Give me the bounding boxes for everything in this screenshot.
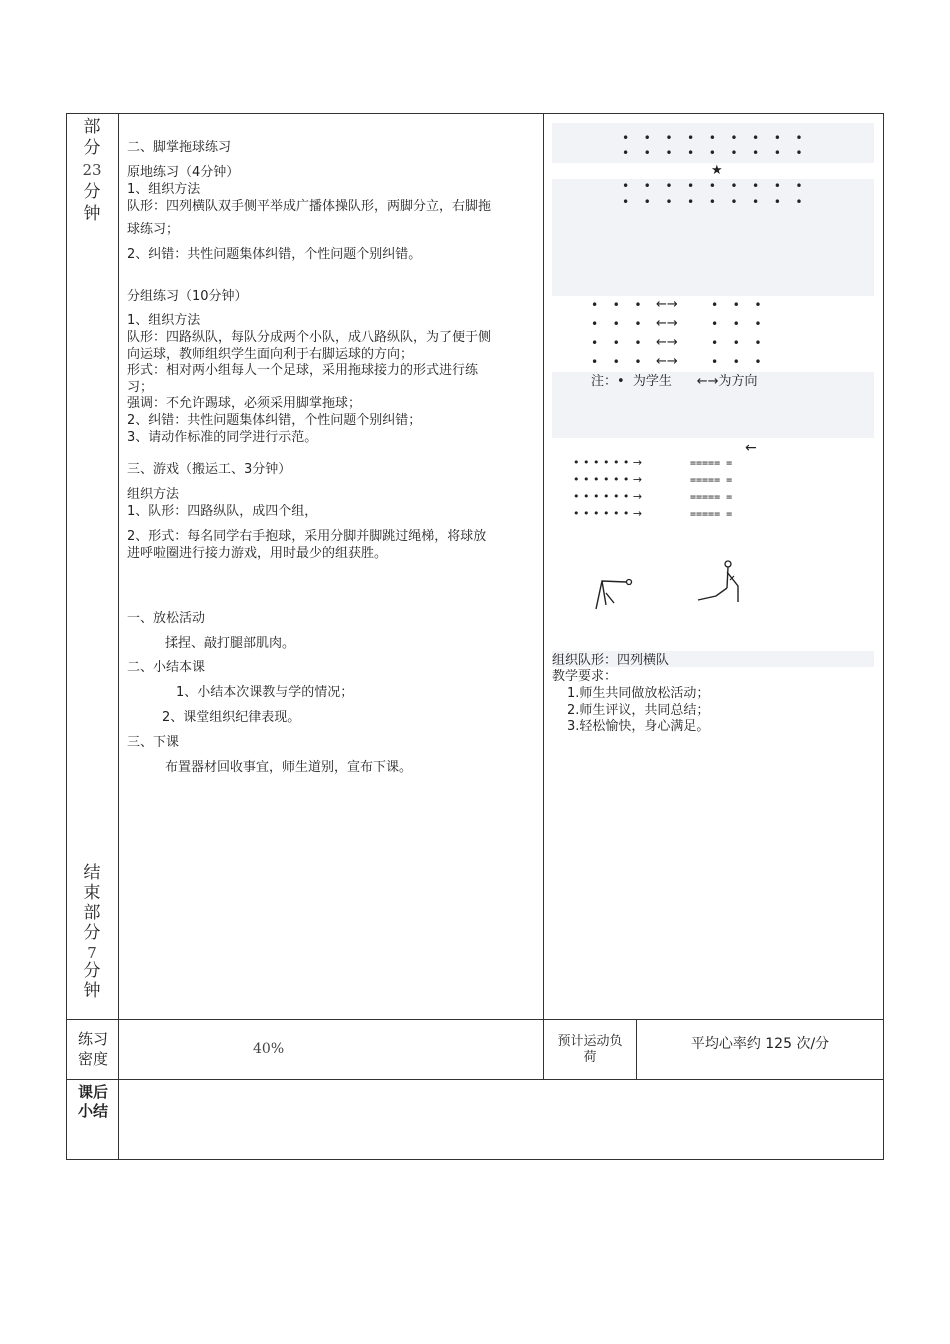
section-label-top-1: 部 xyxy=(83,117,101,137)
border-left xyxy=(66,113,67,1160)
requirement-item: 1.师生共同做放松活动； xyxy=(567,686,710,701)
text-line: 2、课堂组织纪律表现。 xyxy=(162,710,301,725)
heading-dismiss: 三、下课 xyxy=(127,735,180,750)
ladder: ===== = xyxy=(690,492,733,503)
text-line: 1、组织方法 xyxy=(127,182,201,197)
section-label-end-4: 分 xyxy=(83,923,101,943)
text-line: 队形：四路纵队，每队分成两个小队，成八路纵队，为了便于侧 xyxy=(127,330,492,345)
text-line: 组织方法 xyxy=(127,487,180,502)
text-line: 形式：相对两小组每人一个足球，采用拖球接力的形式进行练 xyxy=(127,363,479,378)
stretch-figure-icon xyxy=(592,575,636,613)
seated-figure-icon xyxy=(694,558,750,604)
diagram-note: 注：• 为学生 ←→为方向 xyxy=(591,374,758,389)
heading-relax: 一、放松活动 xyxy=(127,611,206,626)
section-minutes-top: 23 xyxy=(82,161,102,179)
group-left: • • • xyxy=(591,317,642,331)
section-unit-end-2: 钟 xyxy=(83,981,101,1001)
text-line: 3、请动作标准的同学进行示范。 xyxy=(127,430,318,445)
section-unit-top-1: 分 xyxy=(83,182,101,202)
section-unit-end-1: 分 xyxy=(83,961,101,981)
heading-summary: 二、小结本课 xyxy=(127,660,206,675)
density-label-2: 密度 xyxy=(77,1050,108,1068)
load-label-2: 荷 xyxy=(583,1050,597,1065)
relay-row: • • • • • • → xyxy=(573,490,643,503)
text-line: 1、队形：四路纵队，成四个组， xyxy=(127,504,318,519)
load-label-1: 预计运动负 xyxy=(557,1034,623,1049)
border-bottom xyxy=(66,1159,884,1160)
teacher-star-icon: ★ xyxy=(711,163,723,178)
requirement-item: 3.轻松愉快，身心满足。 xyxy=(567,719,710,734)
ladder: ===== = xyxy=(690,458,733,469)
formation-label: 组织队形：四列横队 xyxy=(552,653,670,668)
requirement-item: 2.师生评议，共同总结； xyxy=(567,703,710,718)
ladder: ===== = xyxy=(690,475,733,486)
text-line: 2、纠错：共性问题集体纠错，个性问题个别纠错。 xyxy=(127,247,422,262)
density-value: 40% xyxy=(253,1041,285,1057)
text-line: 进呼啦圈进行接力游戏，用时最少的组获胜。 xyxy=(127,546,388,561)
requirements-title: 教学要求： xyxy=(552,669,618,684)
text-line: 2、形式：每名同学右手抱球，采用分脚并脚跳过绳梯，将球放 xyxy=(127,529,487,544)
col-divider-1 xyxy=(118,113,119,1160)
section-label-end-3: 部 xyxy=(83,903,101,923)
text-line: 1、小结本次课教与学的情况； xyxy=(176,685,354,700)
heading-game: 三、游戏（搬运工、3分钟） xyxy=(127,462,292,477)
ladder: ===== = xyxy=(690,509,733,520)
text-line: 1、组织方法 xyxy=(127,313,201,328)
student-row: • • • • • • • • • xyxy=(622,146,803,160)
border-top xyxy=(66,113,884,114)
density-label-1: 练习 xyxy=(77,1030,108,1048)
summary-label-2: 小结 xyxy=(77,1102,108,1120)
sub-stationary-practice: 原地练习（4分钟） xyxy=(127,165,240,180)
text-line: 习； xyxy=(127,380,154,395)
heading-dribble-practice: 二、脚掌拖球练习 xyxy=(127,140,232,155)
group-right: • • • xyxy=(711,355,762,369)
load-value: 平均心率约 125 次/分 xyxy=(690,1036,830,1052)
section-minutes-end: 7 xyxy=(87,944,97,962)
section-label-end-1: 结 xyxy=(83,863,101,883)
student-row: • • • • • • • • • xyxy=(622,131,803,145)
text-line: 队形：四列横队双手侧平举成广播体操队形，两脚分立，右脚拖 xyxy=(127,199,492,214)
text-line: 2、纠错：共性问题集体纠错，个性问题个别纠错； xyxy=(127,413,422,428)
text-line: 球练习； xyxy=(127,222,180,237)
direction-arrows-icon: ←→ xyxy=(656,335,678,350)
group-right: • • • xyxy=(711,298,762,312)
row-divider-2 xyxy=(66,1079,884,1080)
direction-arrows-icon: ←→ xyxy=(656,297,678,312)
student-row: • • • • • • • • • xyxy=(622,195,803,209)
relay-row: • • • • • • → xyxy=(573,456,643,469)
text-line: 向运球，教师组织学生面向利于右脚运球的方向； xyxy=(127,347,414,362)
row-divider-1 xyxy=(66,1019,884,1020)
direction-arrows-icon: ←→ xyxy=(656,354,678,369)
direction-arrows-icon: ←→ xyxy=(656,316,678,331)
group-right: • • • xyxy=(711,336,762,350)
text-line: 强调：不允许踢球，必须采用脚掌拖球； xyxy=(127,396,362,411)
text-line: 布置器材回收事宜，师生道别，宣布下课。 xyxy=(165,760,413,775)
relay-row: • • • • • • → xyxy=(573,473,643,486)
section-unit-top-2: 钟 xyxy=(83,204,101,224)
sub-group-practice: 分组练习（10分钟） xyxy=(127,289,248,304)
relay-row: • • • • • • → xyxy=(573,507,643,520)
back-arrow-icon: ← xyxy=(745,440,757,456)
section-label-top-2: 分 xyxy=(83,138,101,158)
border-right xyxy=(883,113,884,1160)
group-left: • • • xyxy=(591,336,642,350)
section-label-end-2: 束 xyxy=(83,883,101,903)
summary-label-1: 课后 xyxy=(77,1083,108,1101)
group-left: • • • xyxy=(591,355,642,369)
text-line: 揉捏、敲打腿部肌肉。 xyxy=(165,636,296,651)
col-divider-2 xyxy=(543,113,544,1080)
student-row: • • • • • • • • • xyxy=(622,179,803,193)
group-left: • • • xyxy=(591,298,642,312)
group-right: • • • xyxy=(711,317,762,331)
